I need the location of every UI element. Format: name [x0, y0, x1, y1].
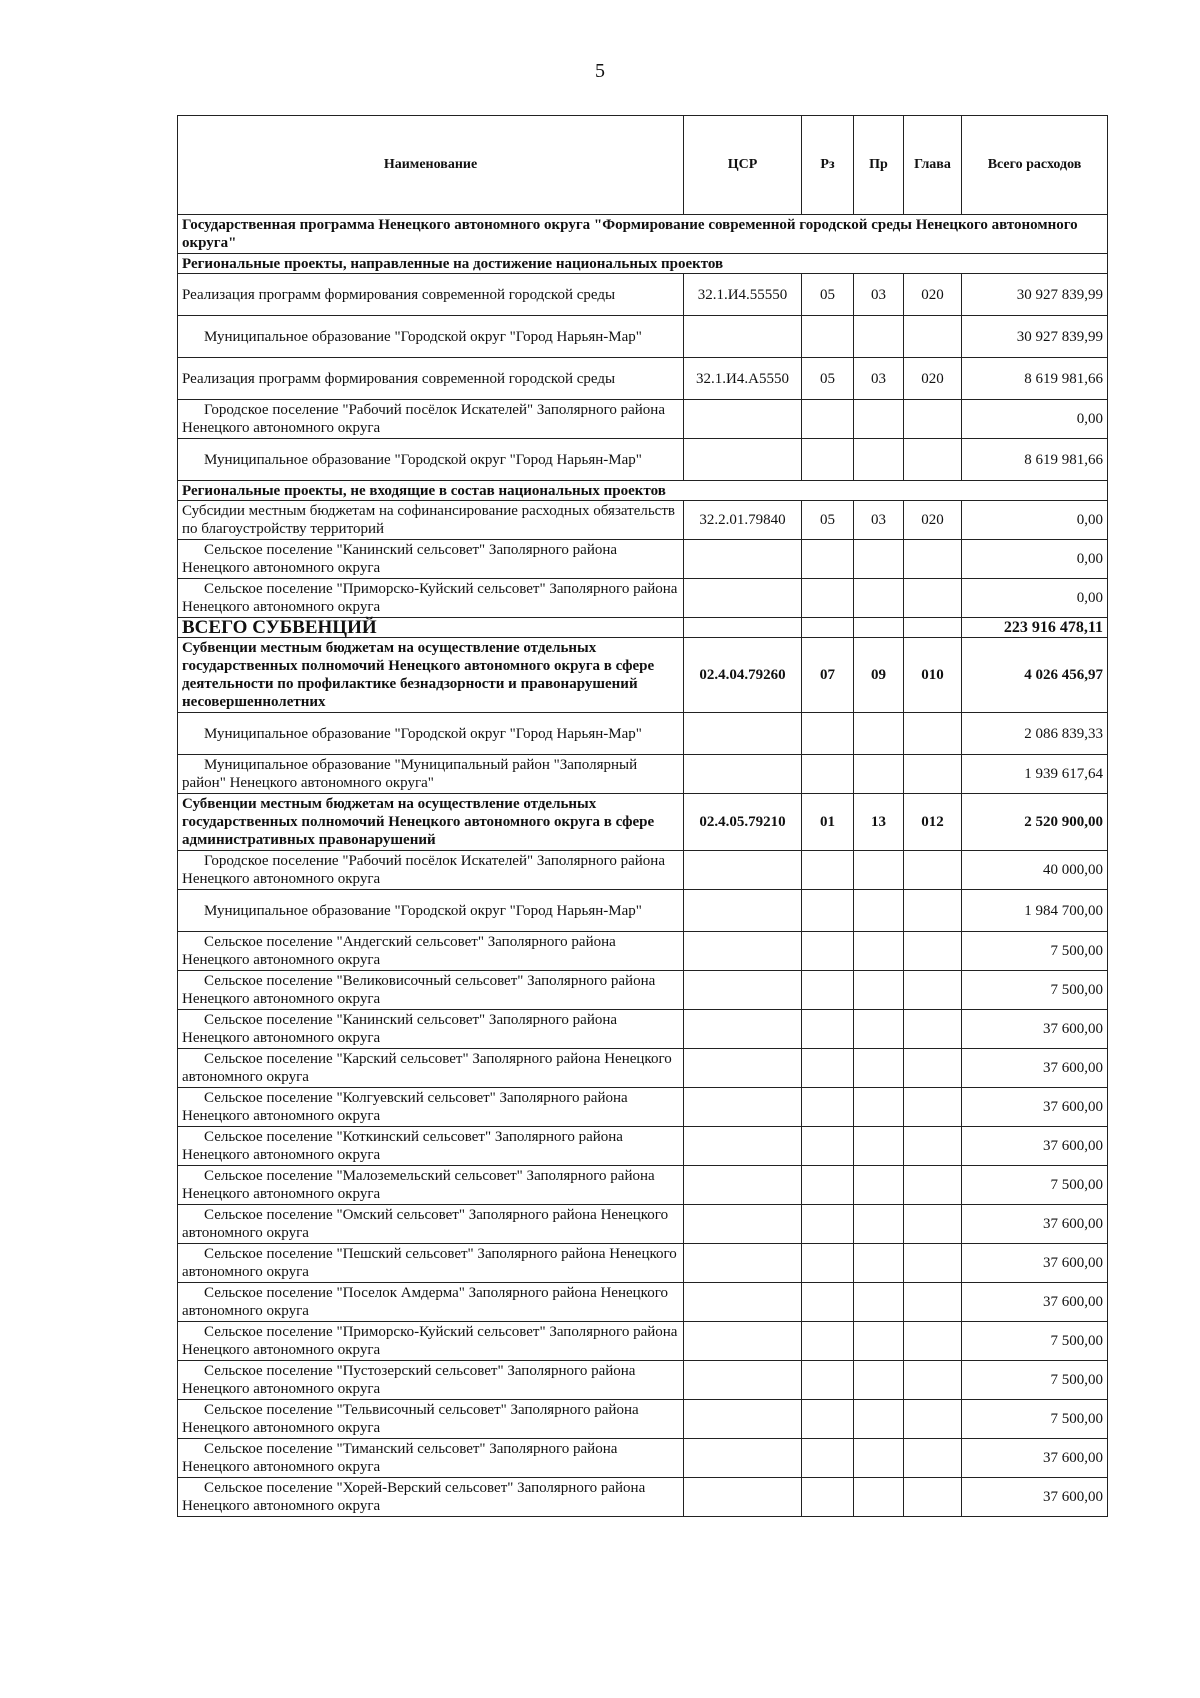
section-row: [178, 481, 1108, 501]
row-total: 37 600,00: [962, 1283, 1108, 1322]
row-csr: [684, 1088, 802, 1127]
table-row: [178, 1010, 1108, 1049]
row-name: Субвенции местным бюджетам на осуществление отдельных государственных полномочий Ненецкого автономного округа в сфере деятельности по профилактике безнадзорности и правонарушений несовершеннолетних: [178, 638, 684, 713]
row-glava: [904, 400, 962, 439]
row-csr: 32.2.01.79840: [684, 501, 802, 540]
row-rz: [802, 755, 854, 794]
row-total: 223 916 478,11: [962, 618, 1108, 638]
row-pr: [854, 1049, 904, 1088]
row-name: Муниципальное образование "Городской округ "Город Нарьян-Мар": [178, 890, 684, 932]
row-pr: 03: [854, 501, 904, 540]
section-title: Региональные проекты, направленные на достижение национальных проектов: [178, 254, 1108, 274]
table-row: [178, 755, 1108, 794]
table-row: [178, 794, 1108, 851]
row-glava: [904, 1088, 962, 1127]
row-pr: [854, 579, 904, 618]
row-pr: 13: [854, 794, 904, 851]
row-pr: [854, 1010, 904, 1049]
row-glava: 020: [904, 358, 962, 400]
row-name: Сельское поселение "Великовисочный сельсовет" Заполярного района Ненецкого автономного округа: [178, 971, 684, 1010]
row-rz: 01: [802, 794, 854, 851]
row-rz: [802, 1439, 854, 1478]
row-rz: [802, 1010, 854, 1049]
row-glava: [904, 1127, 962, 1166]
row-csr: 02.4.04.79260: [684, 638, 802, 713]
row-name: Сельское поселение "Тиманский сельсовет" Заполярного района Ненецкого автономного округа: [178, 1439, 684, 1478]
row-name: Субсидии местным бюджетам на софинансирование расходных обязательств по благоустройству территорий: [178, 501, 684, 540]
row-csr: [684, 971, 802, 1010]
row-total: 7 500,00: [962, 971, 1108, 1010]
row-rz: [802, 1166, 854, 1205]
row-glava: [904, 579, 962, 618]
row-pr: [854, 713, 904, 755]
row-rz: [802, 1049, 854, 1088]
table-row: [178, 1283, 1108, 1322]
row-rz: [802, 439, 854, 481]
table-row: [178, 851, 1108, 890]
row-rz: 05: [802, 274, 854, 316]
row-total: 8 619 981,66: [962, 439, 1108, 481]
row-name: Сельское поселение "Приморско-Куйский сельсовет" Заполярного района Ненецкого автономного округа: [178, 1322, 684, 1361]
row-pr: [854, 755, 904, 794]
row-glava: 012: [904, 794, 962, 851]
row-pr: [854, 890, 904, 932]
table-row: [178, 890, 1108, 932]
row-csr: [684, 1010, 802, 1049]
row-glava: [904, 439, 962, 481]
table-row: [178, 400, 1108, 439]
table-row: [178, 1322, 1108, 1361]
row-rz: 05: [802, 358, 854, 400]
row-name: Сельское поселение "Коткинский сельсовет" Заполярного района Ненецкого автономного округа: [178, 1127, 684, 1166]
row-total: 37 600,00: [962, 1478, 1108, 1517]
table-row: [178, 1439, 1108, 1478]
row-csr: [684, 1244, 802, 1283]
row-pr: 03: [854, 358, 904, 400]
row-total: 7 500,00: [962, 1400, 1108, 1439]
row-total: 30 927 839,99: [962, 274, 1108, 316]
row-total: 0,00: [962, 540, 1108, 579]
row-name: Сельское поселение "Поселок Амдерма" Заполярного района Ненецкого автономного округа: [178, 1283, 684, 1322]
row-total: 37 600,00: [962, 1088, 1108, 1127]
row-name: Реализация программ формирования современной городской среды: [178, 358, 684, 400]
row-csr: [684, 1283, 802, 1322]
row-pr: [854, 540, 904, 579]
section-title: Региональные проекты, не входящие в состав национальных проектов: [178, 481, 1108, 501]
table-header: [178, 116, 1108, 215]
row-name: Сельское поселение "Пешский сельсовет" Заполярного района Ненецкого автономного округа: [178, 1244, 684, 1283]
row-glava: [904, 1010, 962, 1049]
row-name: Субвенции местным бюджетам на осуществление отдельных государственных полномочий Ненецкого автономного округа в сфере административных правонарушений: [178, 794, 684, 851]
row-glava: [904, 971, 962, 1010]
row-rz: [802, 1127, 854, 1166]
row-name: Сельское поселение "Канинский сельсовет" Заполярного района Ненецкого автономного округа: [178, 1010, 684, 1049]
header-name: Наименование: [178, 116, 684, 215]
page-number: 5: [595, 60, 605, 82]
row-total: 7 500,00: [962, 1361, 1108, 1400]
row-rz: [802, 400, 854, 439]
table-row: [178, 316, 1108, 358]
row-rz: [802, 1478, 854, 1517]
row-name: Сельское поселение "Колгуевский сельсовет" Заполярного района Ненецкого автономного округа: [178, 1088, 684, 1127]
table-row: [178, 1244, 1108, 1283]
row-rz: [802, 540, 854, 579]
budget-table: [177, 115, 1108, 1517]
table-row: [178, 1361, 1108, 1400]
row-total: 2 520 900,00: [962, 794, 1108, 851]
row-pr: 03: [854, 274, 904, 316]
row-csr: [684, 618, 802, 638]
row-glava: [904, 618, 962, 638]
row-glava: [904, 1205, 962, 1244]
row-csr: [684, 1361, 802, 1400]
row-pr: [854, 1127, 904, 1166]
row-csr: 02.4.05.79210: [684, 794, 802, 851]
row-rz: [802, 890, 854, 932]
table-row: [178, 1127, 1108, 1166]
row-rz: [802, 713, 854, 755]
row-glava: [904, 932, 962, 971]
row-total: 1 984 700,00: [962, 890, 1108, 932]
row-glava: 010: [904, 638, 962, 713]
row-pr: [854, 971, 904, 1010]
row-rz: [802, 579, 854, 618]
table-row: [178, 1049, 1108, 1088]
section-title: Государственная программа Ненецкого автономного округа "Формирование современной городской среды Ненецкого автономного округа": [178, 215, 1108, 254]
table-row: [178, 439, 1108, 481]
row-csr: 32.1.И4.55550: [684, 274, 802, 316]
row-pr: [854, 316, 904, 358]
row-total: 0,00: [962, 501, 1108, 540]
row-glava: 020: [904, 501, 962, 540]
row-pr: [854, 1322, 904, 1361]
row-csr: [684, 1127, 802, 1166]
row-name: Сельское поселение "Канинский сельсовет" Заполярного района Ненецкого автономного округа: [178, 540, 684, 579]
header-total: Всего расходов: [962, 116, 1108, 215]
total-row: [178, 618, 1108, 638]
table-row: [178, 1478, 1108, 1517]
row-total: 7 500,00: [962, 1322, 1108, 1361]
table-row: [178, 579, 1108, 618]
row-csr: [684, 1439, 802, 1478]
row-total: 37 600,00: [962, 1010, 1108, 1049]
row-name: Сельское поселение "Тельвисочный сельсовет" Заполярного района Ненецкого автономного округа: [178, 1400, 684, 1439]
row-csr: [684, 713, 802, 755]
row-csr: [684, 579, 802, 618]
row-total: 1 939 617,64: [962, 755, 1108, 794]
row-csr: [684, 851, 802, 890]
row-name: Муниципальное образование "Городской округ "Город Нарьян-Мар": [178, 713, 684, 755]
row-csr: 32.1.И4.А5550: [684, 358, 802, 400]
row-glava: 020: [904, 274, 962, 316]
row-csr: [684, 1322, 802, 1361]
row-csr: [684, 890, 802, 932]
row-name: Сельское поселение "Малоземельский сельсовет" Заполярного района Ненецкого автономного округа: [178, 1166, 684, 1205]
row-pr: [854, 1166, 904, 1205]
row-glava: [904, 1049, 962, 1088]
row-glava: [904, 890, 962, 932]
row-total: 2 086 839,33: [962, 713, 1108, 755]
row-total: 37 600,00: [962, 1049, 1108, 1088]
row-glava: [904, 1166, 962, 1205]
row-total: 0,00: [962, 400, 1108, 439]
header-glava: Глава: [904, 116, 962, 215]
row-name: ВСЕГО СУБВЕНЦИЙ: [178, 618, 684, 638]
row-rz: 07: [802, 638, 854, 713]
row-rz: [802, 851, 854, 890]
table-row: [178, 501, 1108, 540]
table-row: [178, 358, 1108, 400]
row-glava: [904, 713, 962, 755]
row-pr: [854, 439, 904, 481]
row-pr: [854, 1283, 904, 1322]
row-pr: [854, 400, 904, 439]
row-csr: [684, 316, 802, 358]
row-csr: [684, 1205, 802, 1244]
row-pr: [854, 1361, 904, 1400]
row-rz: 05: [802, 501, 854, 540]
row-csr: [684, 439, 802, 481]
row-glava: [904, 1322, 962, 1361]
row-rz: [802, 1361, 854, 1400]
row-name: Сельское поселение "Пустозерский сельсовет" Заполярного района Ненецкого автономного округа: [178, 1361, 684, 1400]
row-total: 37 600,00: [962, 1439, 1108, 1478]
row-pr: [854, 1205, 904, 1244]
row-pr: 09: [854, 638, 904, 713]
row-pr: [854, 1400, 904, 1439]
row-glava: [904, 755, 962, 794]
table-row: [178, 713, 1108, 755]
row-name: Муниципальное образование "Городской округ "Город Нарьян-Мар": [178, 439, 684, 481]
table-row: [178, 971, 1108, 1010]
table-row: [178, 1400, 1108, 1439]
row-total: 40 000,00: [962, 851, 1108, 890]
table-row: [178, 1166, 1108, 1205]
row-glava: [904, 1283, 962, 1322]
row-pr: [854, 1088, 904, 1127]
row-total: 37 600,00: [962, 1205, 1108, 1244]
row-rz: [802, 971, 854, 1010]
row-pr: [854, 1478, 904, 1517]
row-name: Городское поселение "Рабочий посёлок Искателей" Заполярного района Ненецкого автономного округа: [178, 400, 684, 439]
row-pr: [854, 851, 904, 890]
row-rz: [802, 1244, 854, 1283]
row-total: 37 600,00: [962, 1244, 1108, 1283]
row-name: Сельское поселение "Омский сельсовет" Заполярного района Ненецкого автономного округа: [178, 1205, 684, 1244]
row-total: 7 500,00: [962, 1166, 1108, 1205]
row-name: Сельское поселение "Приморско-Куйский сельсовет" Заполярного района Ненецкого автономного округа: [178, 579, 684, 618]
row-total: 0,00: [962, 579, 1108, 618]
row-total: 8 619 981,66: [962, 358, 1108, 400]
row-glava: [904, 851, 962, 890]
row-csr: [684, 1478, 802, 1517]
row-name: Реализация программ формирования современной городской среды: [178, 274, 684, 316]
row-glava: [904, 1244, 962, 1283]
row-pr: [854, 618, 904, 638]
row-rz: [802, 1283, 854, 1322]
row-csr: [684, 1049, 802, 1088]
row-name: Муниципальное образование "Муниципальный район "Заполярный район" Ненецкого автономного округа": [178, 755, 684, 794]
table-row: [178, 932, 1108, 971]
row-total: 30 927 839,99: [962, 316, 1108, 358]
row-pr: [854, 1439, 904, 1478]
row-csr: [684, 400, 802, 439]
header-rz: Рз: [802, 116, 854, 215]
row-total: 7 500,00: [962, 932, 1108, 971]
row-glava: [904, 1478, 962, 1517]
section-row: [178, 215, 1108, 254]
row-pr: [854, 1244, 904, 1283]
row-total: 4 026 456,97: [962, 638, 1108, 713]
header-csr: ЦСР: [684, 116, 802, 215]
table-row: [178, 1088, 1108, 1127]
table-row: [178, 540, 1108, 579]
row-name: Городское поселение "Рабочий посёлок Искателей" Заполярного района Ненецкого автономного округа: [178, 851, 684, 890]
table-row: [178, 638, 1108, 713]
row-rz: [802, 1088, 854, 1127]
row-csr: [684, 1166, 802, 1205]
table-body: [178, 215, 1108, 1517]
row-rz: [802, 1205, 854, 1244]
row-glava: [904, 316, 962, 358]
section-row: [178, 254, 1108, 274]
row-glava: [904, 1400, 962, 1439]
row-csr: [684, 1400, 802, 1439]
table-row: [178, 1205, 1108, 1244]
row-glava: [904, 1361, 962, 1400]
row-pr: [854, 932, 904, 971]
row-rz: [802, 932, 854, 971]
row-name: Сельское поселение "Хорей-Верский сельсовет" Заполярного района Ненецкого автономного округа: [178, 1478, 684, 1517]
row-name: Сельское поселение "Андегский сельсовет" Заполярного района Ненецкого автономного округа: [178, 932, 684, 971]
row-rz: [802, 1322, 854, 1361]
row-rz: [802, 618, 854, 638]
row-name: Сельское поселение "Карский сельсовет" Заполярного района Ненецкого автономного округа: [178, 1049, 684, 1088]
row-rz: [802, 316, 854, 358]
header-pr: Пр: [854, 116, 904, 215]
row-csr: [684, 755, 802, 794]
row-csr: [684, 540, 802, 579]
row-glava: [904, 1439, 962, 1478]
row-name: Муниципальное образование "Городской округ "Город Нарьян-Мар": [178, 316, 684, 358]
row-csr: [684, 932, 802, 971]
row-rz: [802, 1400, 854, 1439]
row-glava: [904, 540, 962, 579]
row-total: 37 600,00: [962, 1127, 1108, 1166]
table-row: [178, 274, 1108, 316]
